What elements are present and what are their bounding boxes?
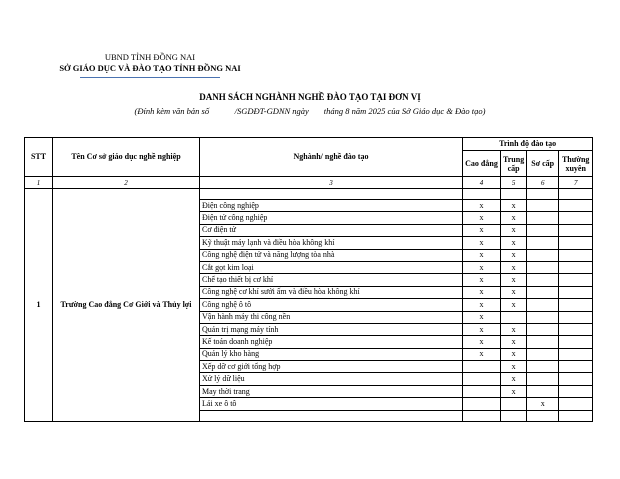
school-name: Trường Cao đẳng Cơ Giới và Thủy lợi (53, 189, 200, 422)
major-name: Xử lý dữ liệu (200, 373, 463, 385)
trung-cap-mark: x (501, 361, 527, 373)
so-cap-mark (527, 224, 559, 236)
so-cap-mark (527, 323, 559, 335)
so-cap-mark (527, 311, 559, 323)
cao-dang-mark: x (463, 212, 501, 224)
so-cap-mark (527, 348, 559, 360)
blank-row (25, 189, 593, 200)
trung-cap-mark: x (501, 274, 527, 286)
major-name: Kỹ thuật máy lạnh và điều hòa không khí (200, 237, 463, 249)
cao-dang-mark: x (463, 299, 501, 311)
trung-cap-mark: x (501, 249, 527, 261)
major-name: May thời trang (200, 385, 463, 397)
thuong-xuyen-mark (559, 286, 593, 298)
thuong-xuyen-mark (559, 336, 593, 348)
thuong-xuyen-mark (559, 212, 593, 224)
table-cell (200, 189, 463, 200)
org-underline (80, 77, 220, 78)
column-index: 6 (527, 177, 559, 189)
major-name: Công nghệ cơ khí sưởi ấm và điều hòa không khí (200, 286, 463, 298)
column-index: 4 (463, 177, 501, 189)
so-cap-mark (527, 373, 559, 385)
org-line-1: UBND TỈNH ĐỒNG NAI (104, 52, 196, 62)
cao-dang-mark (463, 373, 501, 385)
table-cell (559, 410, 593, 421)
table-cell (501, 189, 527, 200)
major-name: Quản lý kho hàng (200, 348, 463, 360)
trung-cap-mark: x (501, 373, 527, 385)
thuong-xuyen-mark (559, 200, 593, 212)
table-cell (559, 189, 593, 200)
table-cell (527, 410, 559, 421)
column-index-row (25, 177, 593, 189)
thuong-xuyen-mark (559, 299, 593, 311)
major-name: Điện công nghiệp (200, 200, 463, 212)
table-cell (501, 410, 527, 421)
table-cell (463, 410, 501, 421)
table-cell (527, 189, 559, 200)
cao-dang-mark: x (463, 323, 501, 335)
trung-cap-mark: x (501, 299, 527, 311)
column-index: 3 (200, 177, 463, 189)
cao-dang-mark: x (463, 224, 501, 236)
cao-dang-mark: x (463, 286, 501, 298)
thuong-xuyen-mark (559, 311, 593, 323)
major-name: Vận hành máy thi công nền (200, 311, 463, 323)
so-cap-mark (527, 286, 559, 298)
so-cap-mark (527, 237, 559, 249)
cao-dang-mark: x (463, 261, 501, 273)
so-cap-mark (527, 336, 559, 348)
major-name: Cơ điện tử (200, 224, 463, 236)
header-cao-dang: Cao đẳng (463, 151, 501, 177)
cao-dang-mark: x (463, 274, 501, 286)
trung-cap-mark: x (501, 261, 527, 273)
majors-table (24, 137, 593, 422)
trung-cap-mark (501, 311, 527, 323)
thuong-xuyen-mark (559, 261, 593, 273)
cao-dang-mark: x (463, 237, 501, 249)
column-index: 7 (559, 177, 593, 189)
issuing-organization (40, 52, 260, 78)
org-line-2: SỞ GIÁO DỤC VÀ ĐÀO TẠO TỈNH ĐỒNG NAI (59, 62, 241, 73)
cao-dang-mark (463, 385, 501, 397)
trung-cap-mark: x (501, 286, 527, 298)
thuong-xuyen-mark (559, 224, 593, 236)
trung-cap-mark: x (501, 200, 527, 212)
cao-dang-mark: x (463, 336, 501, 348)
header-training-levels: Trình độ đào tạo (463, 138, 593, 151)
major-name: Công nghệ điện tử và năng lượng tòa nhà (200, 249, 463, 261)
major-name: Kế toán doanh nghiệp (200, 336, 463, 348)
thuong-xuyen-mark (559, 323, 593, 335)
trung-cap-mark: x (501, 237, 527, 249)
so-cap-mark (527, 274, 559, 286)
major-name: Quản trị mạng máy tính (200, 323, 463, 335)
cao-dang-mark: x (463, 311, 501, 323)
school-stt: 1 (25, 189, 53, 422)
thuong-xuyen-mark (559, 373, 593, 385)
trung-cap-mark: x (501, 348, 527, 360)
thuong-xuyen-mark (559, 274, 593, 286)
trung-cap-mark: x (501, 336, 527, 348)
table-cell (200, 410, 463, 421)
trung-cap-mark: x (501, 385, 527, 397)
trung-cap-mark: x (501, 224, 527, 236)
cao-dang-mark (463, 361, 501, 373)
header-so-cap: Sơ cấp (527, 151, 559, 177)
header-thuong-xuyen: Thường xuyên (559, 151, 593, 177)
column-index: 5 (501, 177, 527, 189)
major-name: Cắt gọt kim loại (200, 261, 463, 273)
column-index: 1 (25, 177, 53, 189)
so-cap-mark (527, 249, 559, 261)
so-cap-mark (527, 200, 559, 212)
document-subtitle: (Đính kèm văn bản số /SGDĐT-GDNN ngày tháng 8 năm 2025 của Sở Giáo dục & Đào tạo) (134, 106, 486, 116)
cao-dang-mark (463, 398, 501, 410)
thuong-xuyen-mark (559, 237, 593, 249)
cao-dang-mark: x (463, 249, 501, 261)
so-cap-mark (527, 361, 559, 373)
so-cap-mark: x (527, 398, 559, 410)
trung-cap-mark (501, 398, 527, 410)
header-major: Nghành/ nghề đào tạo (200, 138, 463, 177)
cao-dang-mark: x (463, 200, 501, 212)
table-cell (463, 189, 501, 200)
major-name: Xếp dỡ cơ giới tổng hợp (200, 361, 463, 373)
column-index: 2 (53, 177, 200, 189)
document-title: DANH SÁCH NGHÀNH NGHỀ ĐÀO TẠO TẠI ĐƠN VỊ (199, 92, 421, 102)
thuong-xuyen-mark (559, 249, 593, 261)
thuong-xuyen-mark (559, 385, 593, 397)
major-name: Chế tạo thiết bị cơ khí (200, 274, 463, 286)
trung-cap-mark: x (501, 323, 527, 335)
major-name: Lái xe ô tô (200, 398, 463, 410)
thuong-xuyen-mark (559, 361, 593, 373)
major-name: Công nghệ ô tô (200, 299, 463, 311)
major-name: Điện tử công nghiệp (200, 212, 463, 224)
so-cap-mark (527, 385, 559, 397)
thuong-xuyen-mark (559, 348, 593, 360)
cao-dang-mark: x (463, 348, 501, 360)
so-cap-mark (527, 212, 559, 224)
so-cap-mark (527, 299, 559, 311)
header-school: Tên Cơ sở giáo dục nghề nghiệp (53, 138, 200, 177)
header-trung-cap: Trung cấp (501, 151, 527, 177)
trung-cap-mark: x (501, 212, 527, 224)
so-cap-mark (527, 261, 559, 273)
thuong-xuyen-mark (559, 398, 593, 410)
header-stt: STT (25, 138, 53, 177)
